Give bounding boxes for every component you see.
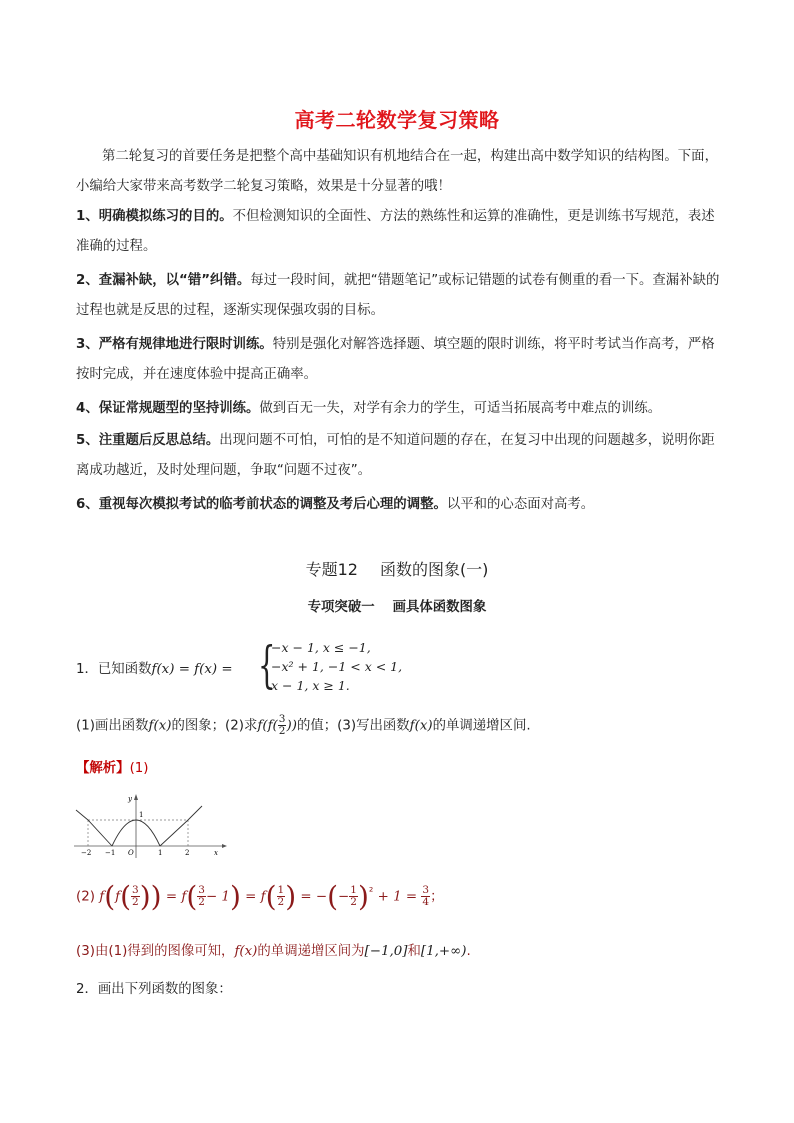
sol2-f-inner: f — [115, 889, 121, 905]
y-axis-arrow — [134, 794, 138, 800]
frac-a-den: 2 — [132, 896, 139, 908]
tip-4-body: 做到百无一失，对学有余力的学生，可适当拓展高考中难点的训练。 — [259, 401, 662, 416]
section-subtitle — [0, 596, 794, 615]
question-1-prefix: 1．已知函数 — [76, 662, 152, 677]
sol3-and: 和 — [407, 944, 421, 959]
ff-close: )) — [286, 718, 297, 734]
frac-den: 2 — [278, 725, 286, 737]
label-y: y — [128, 795, 132, 803]
section-number: 专题12 — [305, 560, 358, 579]
section-name: 函数的图象(一) — [379, 560, 489, 579]
frac-e — [421, 885, 430, 908]
ff-open: f(f( — [257, 718, 278, 734]
tip-5-body: 出现问题不可怕，可怕的是不知道问题的存在，在复习中出现的问题越多，说明你距离成功越近，及时处理问题，争取“问题不过夜”。 — [76, 433, 715, 478]
fx-inline-2: f(x) — [409, 718, 433, 734]
right-branch — [160, 806, 202, 846]
frac-c-num: 1 — [277, 884, 285, 896]
section-title — [0, 557, 794, 580]
frac-d-den: 2 — [350, 896, 357, 908]
paren-b-close: ) — [229, 880, 241, 913]
interval-2: [1,+∞) — [420, 944, 467, 959]
paren-open-2: ( — [120, 880, 132, 913]
piecewise-brace: { — [258, 636, 276, 694]
frac-e-num: 3 — [422, 884, 430, 896]
question-2: 2．画出下列函数的图象： — [76, 982, 232, 997]
sol3-text-b: 的单调递增区间为 — [257, 944, 365, 959]
frac-a — [131, 885, 140, 908]
case-3: x − 1, x ≥ 1. — [271, 678, 350, 693]
square-sup: ² — [368, 885, 374, 899]
paren-d-open: ( — [327, 880, 339, 913]
label-one: 1 — [139, 811, 144, 819]
answer-part-1: (1) — [129, 761, 149, 776]
sol3-end: . — [466, 944, 471, 959]
sol3-fx: f(x) — [234, 944, 258, 959]
paren-close: ) — [150, 880, 162, 913]
function-label: f(x) = f(x) = — [151, 662, 233, 677]
interval-1: [−1,0] — [364, 944, 408, 959]
label-origin: O — [128, 849, 134, 857]
tip-3 — [76, 330, 726, 390]
paren-c-open: ( — [265, 880, 277, 913]
paren-d-close: ) — [357, 880, 369, 913]
solution-part-2 — [76, 880, 443, 924]
tip-4-head: 4、保证常规题型的坚持训练。 — [76, 401, 260, 416]
question-1-parts — [76, 714, 531, 737]
case-1: −x − 1, x ≤ −1, — [271, 640, 371, 655]
answer-label-text: 【解析】 — [76, 761, 130, 776]
sol2-plus: + 1 = — [377, 889, 418, 905]
part-1-text: (1)画出函数 — [76, 718, 149, 734]
tip-2-body: 每过一段时间，就把“错题笔记”或标记错题的试卷有侧重的看一下。查漏补缺的过程也就是反思的过程，逐渐实现保强攻弱的目标。 — [76, 273, 720, 318]
left-branch — [76, 810, 112, 846]
part-2-text: 的图象；(2)求 — [171, 718, 258, 734]
tip-5-head: 5、注重题后反思总结。 — [76, 433, 220, 448]
frac-a-num: 3 — [132, 884, 139, 896]
tip-6-head: 6、重视每次模拟考试的临考前状态的调整及考后心理的调整。 — [76, 497, 447, 512]
tip-6-body: 以平和的心态面对高考。 — [446, 497, 595, 512]
frac-d — [349, 885, 358, 908]
x-axis-arrow — [222, 844, 227, 848]
question-1-stem — [76, 658, 233, 677]
minus-sign: − — [338, 889, 350, 905]
sol3-text-a: (3)由(1)得到的图像可知， — [76, 944, 235, 959]
fx-inline: f(x) — [148, 718, 172, 734]
paren-close-2: ) — [139, 880, 151, 913]
frac-d-num: 1 — [350, 884, 357, 896]
paren-b-open: ( — [186, 880, 198, 913]
frac-num: 3 — [278, 713, 286, 725]
function-graph — [72, 792, 232, 862]
label-minus-2: −2 — [81, 849, 92, 857]
tip-1-head: 1、明确模拟练习的目的。 — [76, 209, 233, 224]
sol2-minus1: − 1 — [205, 889, 230, 905]
sol2-f: f — [99, 889, 105, 905]
subtitle-topic: 画具体函数图象 — [392, 600, 487, 615]
tip-2-head: 2、查漏补缺，以“错”纠错。 — [76, 273, 251, 288]
sol2-eq1: = f — [165, 889, 187, 905]
piecewise-cases — [271, 638, 402, 695]
frac-b-num: 3 — [198, 884, 205, 896]
tip-2 — [76, 266, 726, 326]
tip-3-body: 特别是强化对解答选择题、填空题的限时训练，将平时考试当作高考，严格按时完成，并在速度体验中提高正确率。 — [76, 337, 715, 382]
doc-title: 高考二轮数学复习策略 — [294, 108, 500, 132]
frac-b-den: 2 — [198, 896, 205, 908]
tip-4 — [76, 394, 726, 424]
label-minus-1: −1 — [105, 849, 116, 857]
sol2-prefix: (2) — [76, 889, 95, 905]
part-3-end: 的单调递增区间. — [432, 718, 531, 734]
answer-label — [76, 757, 149, 776]
tip-6 — [76, 490, 726, 520]
tip-3-head: 3、严格有规律地进行限时训练。 — [76, 337, 273, 352]
label-plus-2: 2 — [185, 849, 190, 857]
frac-c-den: 2 — [277, 896, 285, 908]
label-x: x — [214, 849, 218, 857]
case-2: −x² + 1, −1 < x < 1, — [271, 659, 403, 674]
sol2-eq3: = − — [300, 889, 328, 905]
sol2-eq2: = f — [245, 889, 266, 905]
label-plus-1: 1 — [158, 849, 163, 857]
tip-1 — [76, 202, 726, 262]
paren-open: ( — [104, 880, 116, 913]
paren-c-close: ) — [285, 880, 297, 913]
tip-5 — [76, 426, 726, 486]
frac-b — [197, 885, 206, 908]
solution-part-3 — [76, 940, 471, 959]
subtitle-part: 专项突破一 — [307, 600, 375, 615]
part-3-text: 的值；(3)写出函数 — [296, 718, 410, 734]
tip-1-body: 不但检测知识的全面性、方法的熟练性和运算的准确性，更是训练书写规范，表述准确的过程。 — [76, 209, 715, 254]
frac-e-den: 4 — [422, 896, 430, 908]
frac-c — [277, 885, 286, 908]
intro-paragraph: 第二轮复习的首要任务是把整个高中基础知识有机地结合在一起，构建出高中数学知识的结构图。下面，小编给大家带来高考数学二轮复习策略，效果是十分显著的哦！ — [76, 149, 718, 194]
sol2-end: ； — [430, 889, 444, 905]
